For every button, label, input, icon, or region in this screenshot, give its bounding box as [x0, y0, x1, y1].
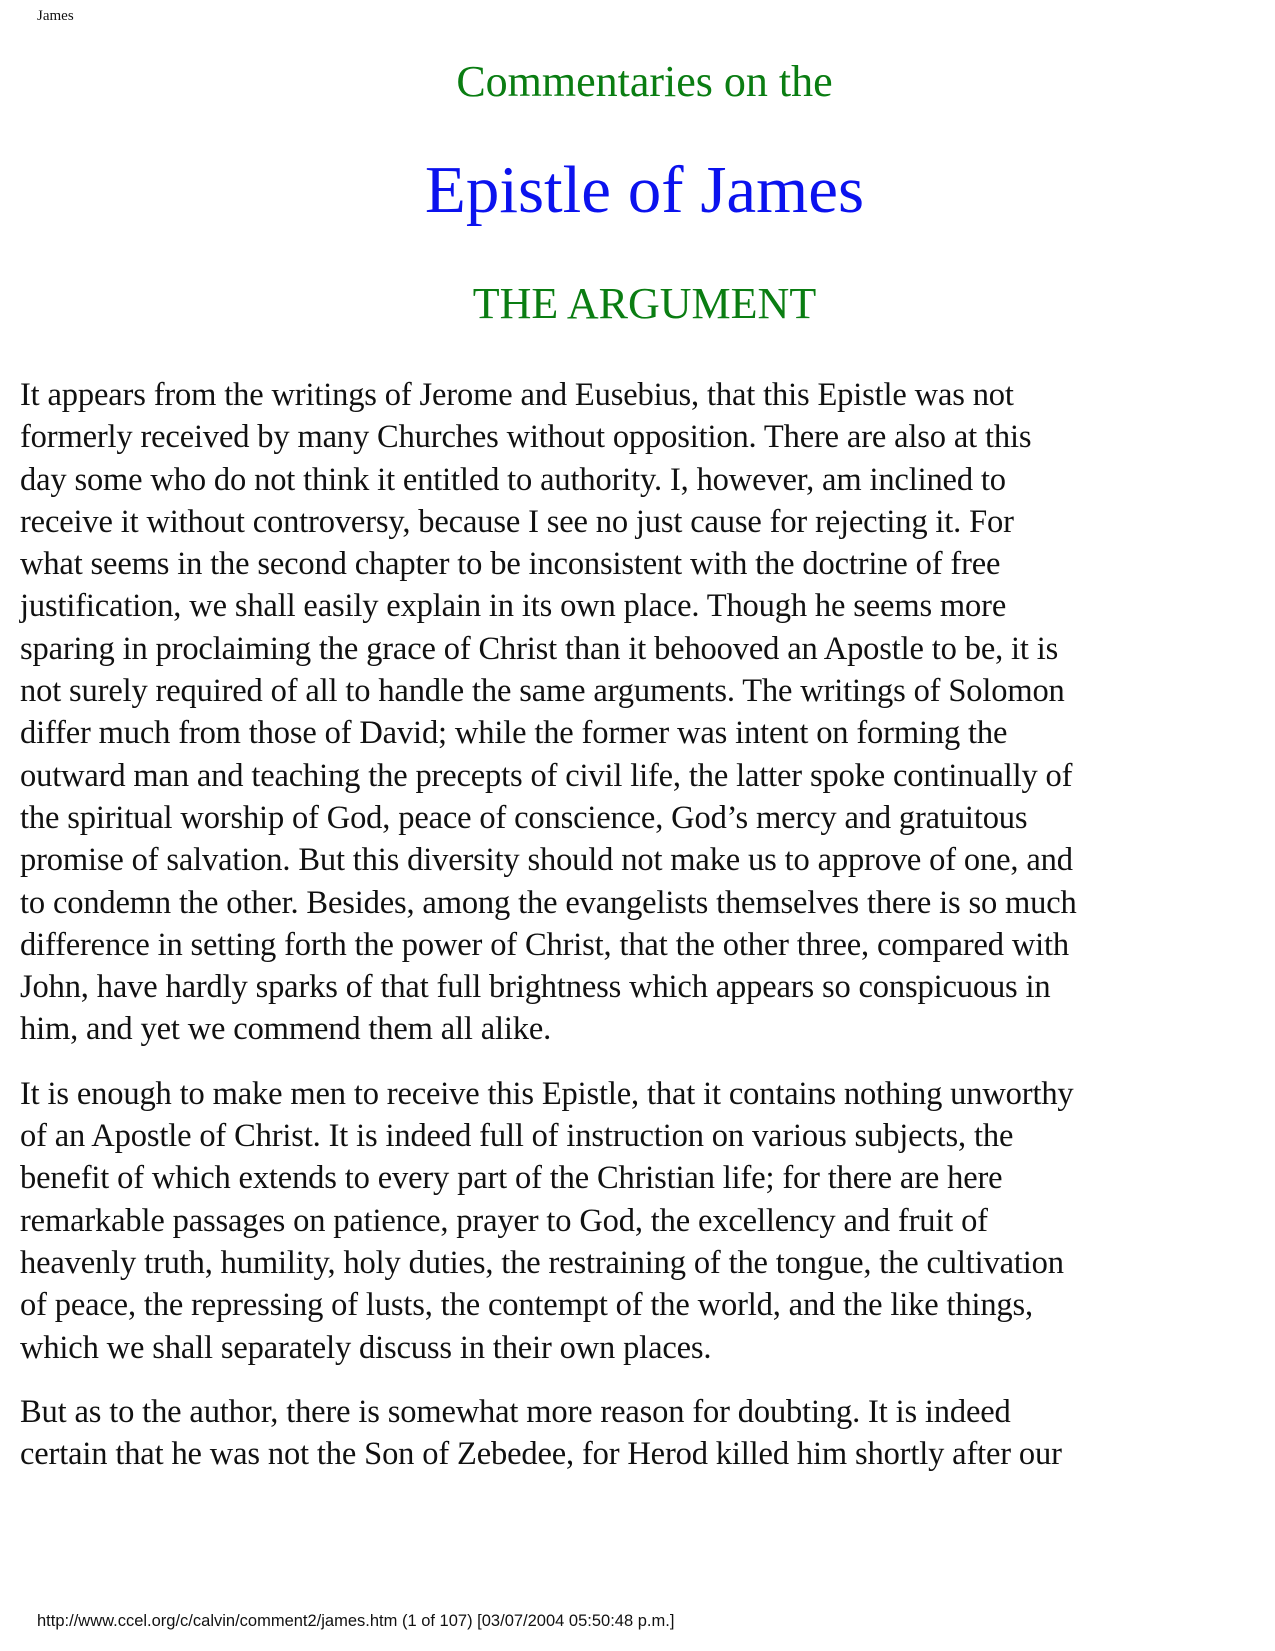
text-line: of an Apostle of Christ. It is indeed full of instruction on various subjects, the	[20, 1118, 1014, 1155]
text-line: which we shall separately discuss in their own places.	[20, 1329, 712, 1366]
section-title-heading: THE ARGUMENT	[472, 279, 817, 328]
text-line: him, and yet we commend them all alike.	[20, 1011, 552, 1048]
text-line: differ much from those of David; while the former was intent on forming the	[20, 715, 1008, 752]
text-line: of peace, the repressing of lusts, the contempt of the world, and the like things,	[20, 1287, 1033, 1324]
paragraph-2	[20, 1073, 1220, 1369]
text-line: certain that he was not the Son of Zebedee, for Herod killed him shortly after our	[20, 1436, 1062, 1473]
text-line: benefit of which extends to every part of the Christian life; for there are here	[20, 1160, 1003, 1197]
text-line: promise of salvation. But this diversity should not make us to approve of one, and	[20, 842, 1073, 879]
paragraph-1	[20, 374, 1220, 1051]
page-footer: http://www.ccel.org/c/calvin/comment2/james.htm (1 of 107) [03/07/2004 05:50:48 p.m.]	[37, 1612, 675, 1630]
running-header-title: James	[37, 8, 74, 24]
subtitle-heading: Commentaries on the	[456, 57, 833, 106]
text-line: what seems in the second chapter to be inconsistent with the doctrine of free	[20, 546, 1001, 583]
text-line: John, have hardly sparks of that full brightness which appears so conspicuous in	[20, 969, 1051, 1006]
text-line: the spiritual worship of God, peace of conscience, God’s mercy and gratuitous	[20, 799, 1028, 836]
paragraph-3	[20, 1391, 1220, 1476]
text-line: It appears from the writings of Jerome and Eusebius, that this Epistle was not	[20, 377, 1014, 413]
text-line: It is enough to make men to receive this Epistle, that it contains nothing unworthy	[20, 1075, 1074, 1112]
text-line: remarkable passages on patience, prayer to God, the excellency and fruit of	[20, 1202, 988, 1239]
text-line: difference in setting forth the power of Christ, that the other three, compared with	[20, 926, 1070, 963]
text-line: sparing in proclaiming the grace of Christ than it behooved an Apostle to be, it is	[20, 630, 1059, 667]
text-line: heavenly truth, humility, holy duties, the restraining of the tongue, the cultivation	[20, 1244, 1064, 1281]
text-line: day some who do not think it entitled to authority. I, however, am inclined to	[20, 461, 1006, 498]
text-line: justification, we shall easily explain in its own place. Though he seems more	[20, 588, 1007, 625]
main-title-heading: Epistle of James	[424, 153, 865, 227]
body-text	[20, 374, 1220, 1497]
text-line: not surely required of all to handle the same arguments. The writings of Solomon	[20, 673, 1065, 710]
text-line: But as to the author, there is somewhat more reason for doubting. It is indeed	[20, 1393, 1011, 1430]
text-line: outward man and teaching the precepts of civil life, the latter spoke continually of	[20, 757, 1073, 794]
text-line: formerly received by many Churches without opposition. There are also at this	[20, 419, 1032, 456]
text-line: to condemn the other. Besides, among the evangelists themselves there is so much	[20, 884, 1077, 921]
text-line: receive it without controversy, because I see no just cause for rejecting it. For	[20, 503, 1014, 540]
